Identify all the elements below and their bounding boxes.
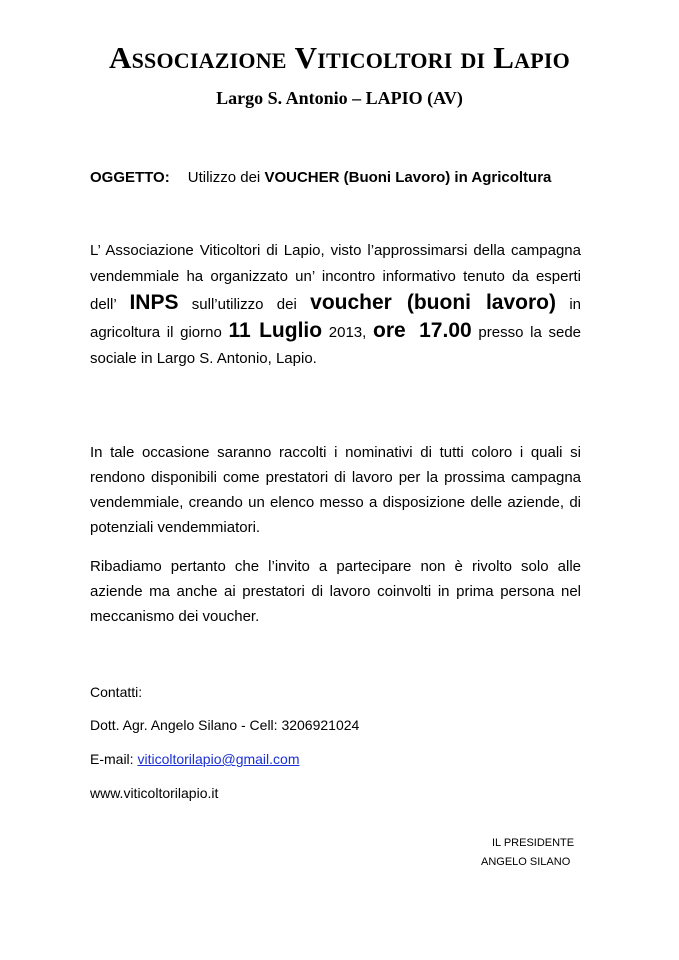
address-line: Largo S. Antonio – LAPIO (AV) <box>216 88 463 108</box>
subject-line: OGGETTO: Utilizzo dei VOUCHER (Buoni Lavoro) in Agricoltura <box>90 169 552 186</box>
contacts-heading: Contatti: <box>90 684 143 700</box>
signature-name: ANGELO SILANO <box>481 856 571 868</box>
website-text: www.viticoltorilapio.it <box>90 785 219 801</box>
voucher-highlight: voucher (buoni lavoro) <box>310 291 556 314</box>
paragraph-registration: In tale occasione saranno raccolti i nominativi di tutti coloro i quali si rendono disponibili come prestatori di lavoro per la prossima campagna vendemmiale, creando un elenco messo a disposizione delle aziende, di potenziali vendemmiatori. <box>90 444 581 536</box>
paragraph-invitation: L’ Associazione Viticoltori di Lapio, visto l’approssimarsi della campagna vendemmiale ha organizzato un’ incontro informativo tenuto da esperti dell’ INPS sull’utilizzo dei voucher (buoni lavoro) in agricoltura il giorno 11 Luglio 2013, ore 17.00 presso la sede sociale in Largo S. Antonio, Lapio. <box>90 242 582 367</box>
time-highlight: 17.00 <box>419 319 472 342</box>
signature-role: IL PRESIDENTE <box>492 837 575 849</box>
inps-highlight: INPS <box>129 291 179 314</box>
contact-email-line: E-mail: viticoltorilapio@gmail.com <box>90 751 300 767</box>
email-link[interactable]: viticoltorilapio@gmail.com <box>137 751 300 767</box>
document-title: Associazione Viticoltori di Lapio <box>109 40 570 75</box>
subject-label: OGGETTO: <box>90 169 170 186</box>
paragraph-reminder: Ribadiamo pertanto che l’invito a partecipare non è rivolto solo alle aziende ma anche ai prestatori di lavoro coinvolti in prima persona nel meccanismo dei voucher. <box>90 558 581 625</box>
ore-word: ore <box>373 319 406 342</box>
contact-person: Dott. Agr. Angelo Silano - Cell: 3206921024 <box>90 717 360 733</box>
date-highlight: 11 Luglio <box>228 319 323 342</box>
